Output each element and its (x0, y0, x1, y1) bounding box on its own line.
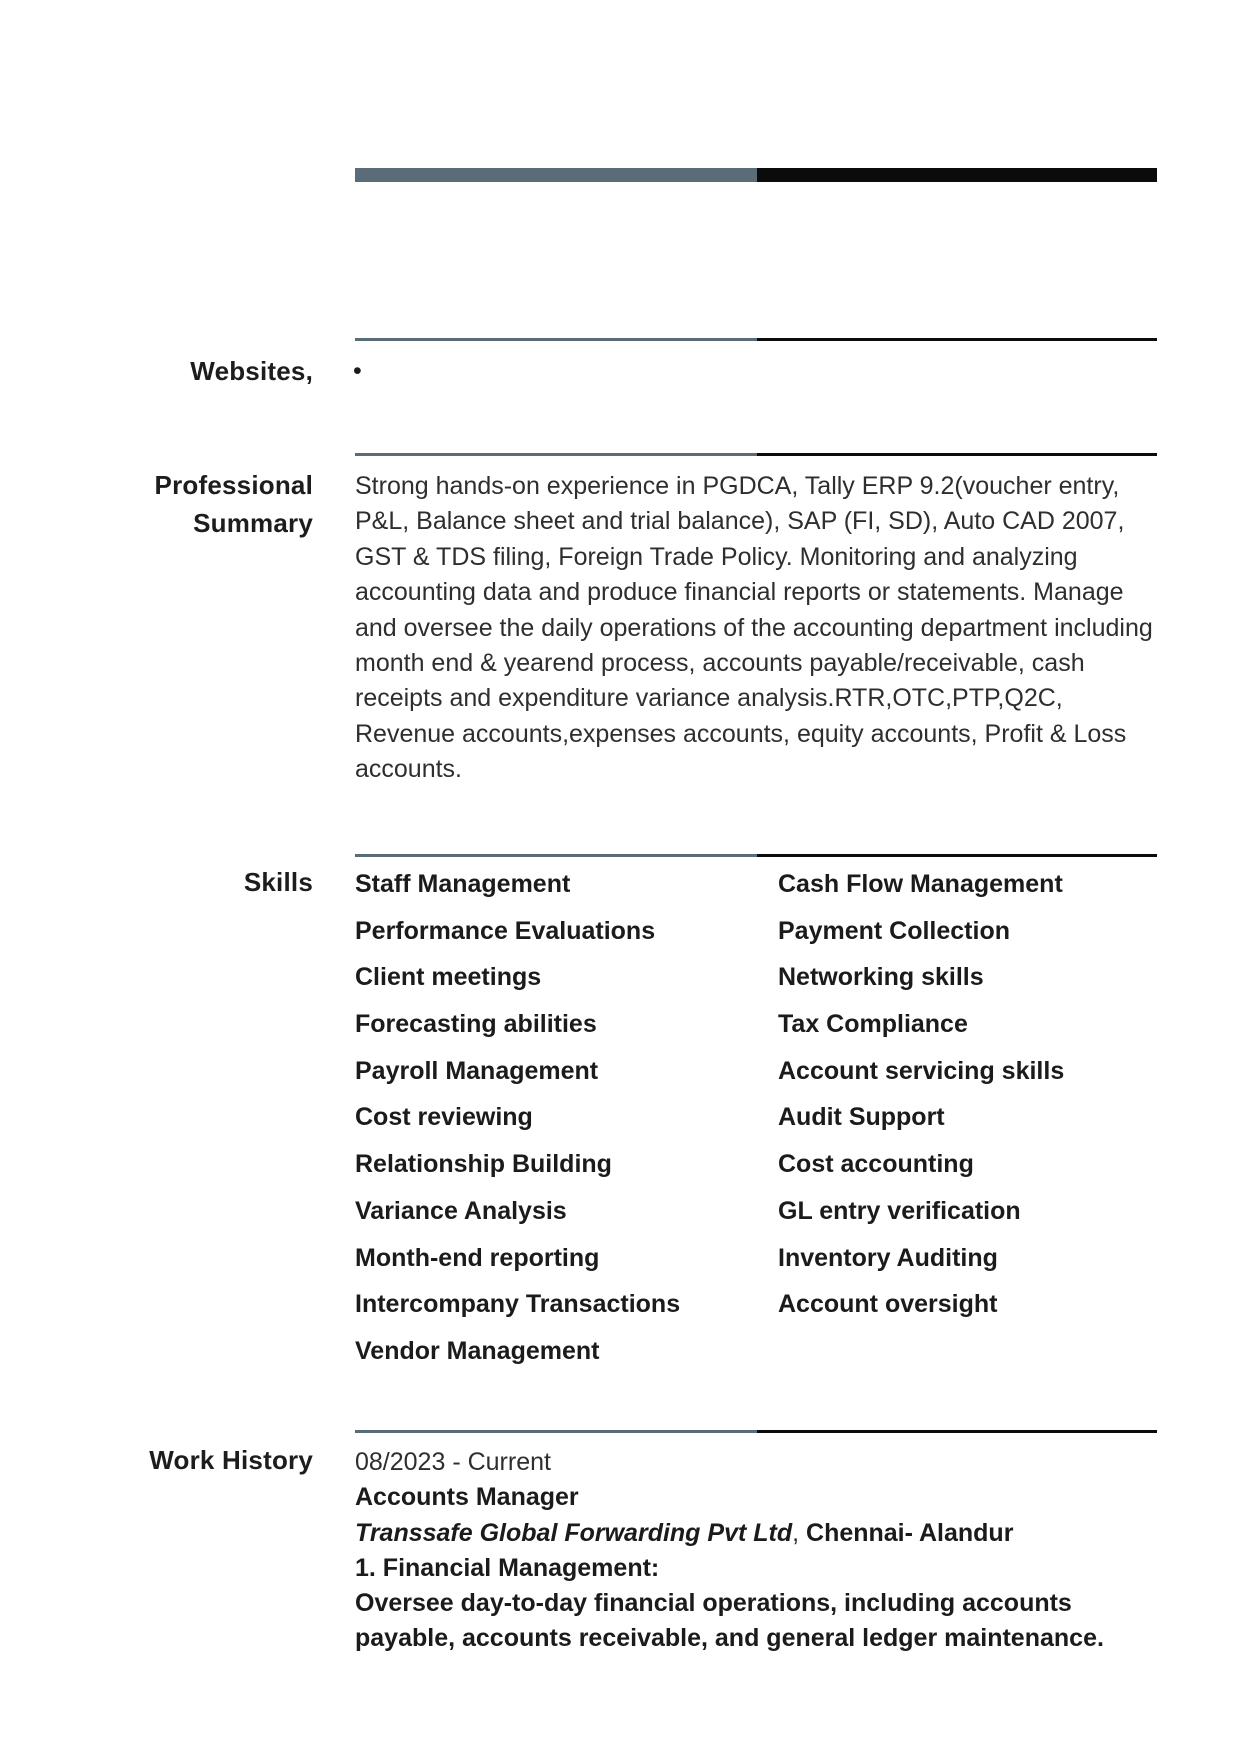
work-history-company: Transsafe Global Forwarding Pvt Ltd (355, 1518, 793, 1547)
skill-item: Payment Collection (778, 916, 1010, 945)
websites-label: Websites, (190, 356, 313, 386)
skills-column-right (778, 861, 1198, 1328)
work-history-location: Chennai- Alandur (799, 1518, 1014, 1547)
work-history-employer-line (355, 1516, 1167, 1551)
skill-item: Intercompany Transactions (355, 1290, 681, 1319)
skill-item: Account servicing skills (778, 1056, 1065, 1085)
skill-item: Tax Compliance (778, 1010, 968, 1039)
work-history-description: Oversee day-to-day financial operations, including accounts payable, accounts receivable, and general ledger maintenance. (355, 1589, 1104, 1653)
skill-item: Inventory Auditing (778, 1243, 998, 1272)
work-history-entry (355, 1445, 1167, 1657)
section-divider-work-history (355, 1430, 1157, 1433)
work-history-subheading: 1. Financial Management: (355, 1553, 660, 1582)
skill-item: Performance Evaluations (355, 916, 656, 945)
skill-item: Client meetings (355, 963, 542, 992)
professional-summary-text: Strong hands-on experience in PGDCA, Tally ERP 9.2(voucher entry, P&L, Balance sheet and trial balance), SAP (FI, SD), Auto CAD 2007, GST & TDS filing, Foreign Trade Policy. Monitoring and analyzing accounting data and produce financial reports or statements. Manage and oversee the daily operations of the accounting department including month end & yearend process, accounts payable/receivable, cash receipts and expenditure variance analysis.RTR,OTC,PTP,Q2C, Revenue accounts,expenses accounts, equity accounts, Profit & Loss accounts. (355, 472, 1153, 784)
header-accent-bar-right (757, 168, 1157, 182)
section-divider-summary (355, 453, 1157, 456)
skill-item: Audit Support (778, 1103, 945, 1132)
skill-item: GL entry verification (778, 1196, 1021, 1225)
skill-item: Forecasting abilities (355, 1010, 597, 1039)
header-accent-bar (355, 168, 1157, 182)
skill-item: Cost reviewing (355, 1103, 533, 1132)
work-history-separator: , (792, 1518, 800, 1547)
skill-item: Variance Analysis (355, 1196, 567, 1225)
section-divider-websites (355, 338, 1157, 341)
skill-item: Relationship Building (355, 1150, 612, 1179)
skill-item: Staff Management (355, 870, 571, 898)
skill-item: Networking skills (778, 963, 984, 992)
skill-item: Month-end reporting (355, 1243, 600, 1272)
skills-label: Skills (243, 867, 313, 897)
work-history-label: Work History (149, 1445, 313, 1475)
professional-summary-label-line2: Summary (193, 508, 313, 538)
work-history-job-title: Accounts Manager (355, 1483, 579, 1512)
header-accent-bar-left (355, 168, 757, 182)
skill-item: Payroll Management (355, 1056, 599, 1085)
skill-item: Cost accounting (778, 1150, 974, 1179)
skill-item: Cash Flow Management (778, 870, 1063, 898)
skill-item: Account oversight (778, 1290, 998, 1319)
websites-bullet-icon: • (353, 357, 362, 385)
skill-item: Vendor Management (355, 1336, 600, 1365)
work-history-date-range: 08/2023 - Current (355, 1448, 551, 1476)
skills-column-left (355, 861, 775, 1375)
professional-summary-label-line1: Professional (154, 470, 313, 500)
professional-summary-label (63, 466, 313, 542)
section-divider-skills (355, 854, 1157, 857)
